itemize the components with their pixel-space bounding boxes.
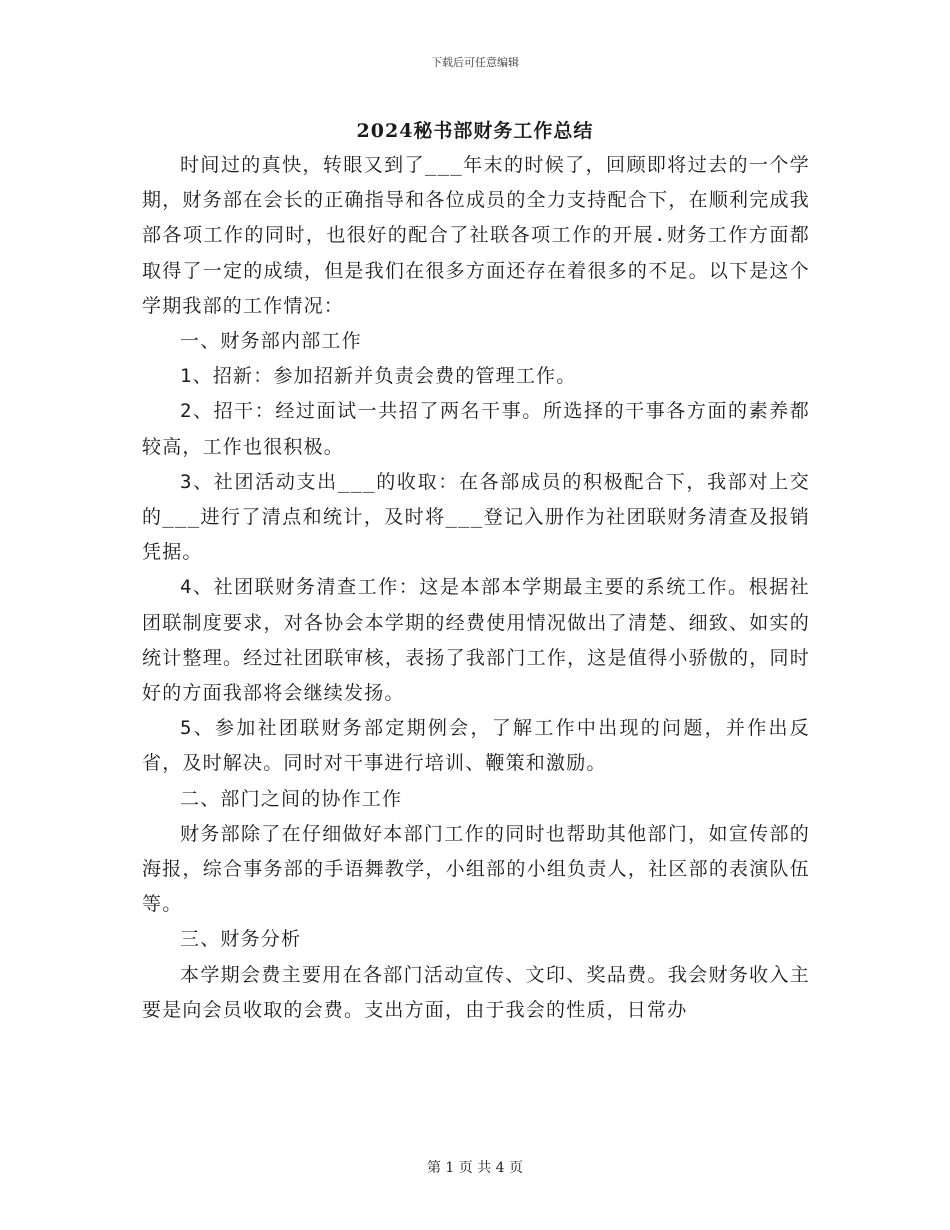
paragraph: 5、参加社团联财务部定期例会，了解工作中出现的问题，并作出反省，及时解决。同时对干事进行培训、鞭策和激励。 <box>142 717 810 775</box>
paragraph: 4、社团联财务清查工作：这是本部本学期最主要的系统工作。根据社团联制度要求，对各协会本学期的经费使用情况做出了清楚、细致、如实的统计整理。经过社团联审核，表扬了我部门工作，这是值得小骄傲的，同时好的方面我部将会继续发扬。 <box>142 576 810 705</box>
page-footer: 第 1 页 共 4 页 <box>426 1160 524 1176</box>
paragraph: 时间过的真快，转眼又到了___年末的时候了，回顾即将过去的一个学期，财务部在会长的正确指导和各位成员的全力支持配合下，在顺利完成我部各项工作的同时，也很好的配合了社联各项工作的开展.财务工作方面都取得了一定的成绩，但是我们在很多方面还存在着很多的不足。以下是这个学期我部的工作情况： <box>142 154 810 317</box>
paragraph: 财务部除了在仔细做好本部门工作的同时也帮助其他部门，如宣传部的海报，综合事务部的手语舞教学，小组部的小组负责人，社区部的表演队伍等。 <box>142 822 810 916</box>
paragraph: 本学期会费主要用在各部门活动宣传、文印、奖品费。我会财务收入主要是向会员收取的会费。支出方面，由于我会的性质，日常办 <box>142 963 810 1021</box>
section-heading: 三、财务分析 <box>180 928 302 951</box>
paragraph: 2、招干：经过面试一共招了两名干事。所选择的干事各方面的素养都较高，工作也很积极。 <box>142 400 810 458</box>
section-heading: 二、部门之间的协作工作 <box>180 787 403 810</box>
document-title: 2024秘书部财务工作总结 <box>356 120 594 142</box>
paragraph: 3、社团活动支出___的收取：在各部成员的积极配合下，我部对上交的___进行了清点和统计，及时将___登记入册作为社团联财务清查及报销凭据。 <box>142 470 810 564</box>
paragraph: 1、招新：参加招新并负责会费的管理工作。 <box>180 365 577 388</box>
header-note: 下载后可任意编辑 <box>431 56 519 69</box>
section-heading: 一、财务部内部工作 <box>180 330 362 353</box>
document-body <box>142 148 810 1028</box>
